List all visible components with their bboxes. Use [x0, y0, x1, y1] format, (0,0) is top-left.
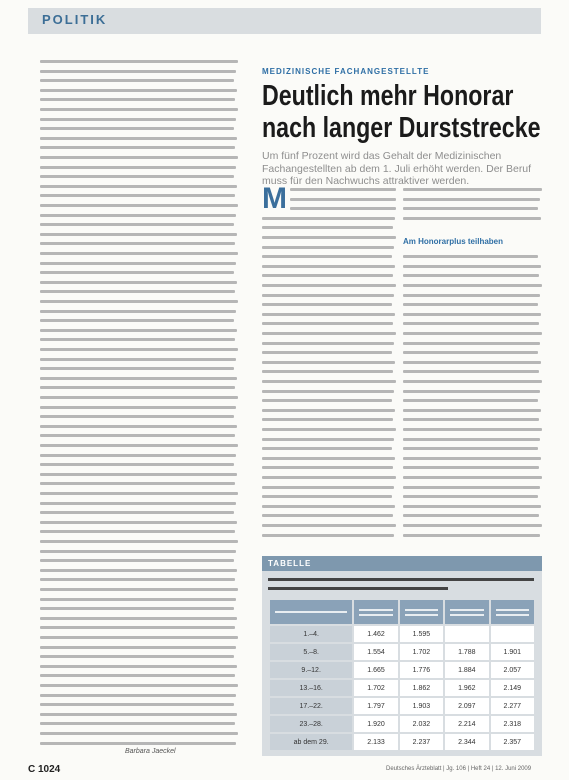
text-line [403, 534, 540, 537]
table-row-label: 1.–4. [270, 626, 352, 642]
text-line [403, 207, 538, 210]
article-dek: Um fünf Prozent wird das Gehalt der Medizinischen Fachangestellten ab dem 1. Juli erhöht werden. Der Beruf muss für den Nachwuchs attraktiver werden. [262, 150, 532, 187]
text-line [40, 511, 234, 514]
text-line [40, 713, 237, 716]
text-line [262, 370, 393, 373]
table-cell: 2.318 [491, 716, 534, 732]
text-line [262, 236, 396, 239]
text-line [40, 156, 238, 159]
text-line [262, 514, 393, 517]
table-cell: 1.920 [354, 716, 397, 732]
text-line [40, 127, 234, 130]
text-line [40, 492, 238, 495]
text-line [403, 274, 539, 277]
text-line [262, 457, 395, 460]
text-line [403, 380, 542, 383]
text-line [403, 294, 540, 297]
text-line [403, 457, 541, 460]
text-line [40, 674, 235, 677]
text-line [40, 271, 234, 274]
text-line [40, 588, 238, 591]
text-line [262, 322, 393, 325]
table-cell: 1.665 [354, 662, 397, 678]
text-line [40, 290, 235, 293]
text-line [262, 284, 396, 287]
drop-cap: M [262, 182, 287, 215]
text-line [403, 351, 538, 354]
table-header-cell [491, 600, 534, 624]
page-number: C 1024 [28, 764, 61, 775]
text-line [40, 434, 235, 437]
article-headline [262, 80, 541, 144]
table-cell: 1.554 [354, 644, 397, 660]
text-line [403, 466, 539, 469]
table-header-row [270, 600, 534, 624]
text-line [40, 194, 235, 197]
text-line [40, 70, 236, 73]
table-cell: 2.097 [445, 698, 488, 714]
text-line [262, 226, 393, 229]
text-line [262, 534, 394, 537]
text-line [40, 223, 234, 226]
table-row [270, 680, 534, 696]
table-cell: 1.901 [491, 644, 534, 660]
text-line [40, 722, 235, 725]
text-line [262, 476, 396, 479]
text-line [403, 495, 538, 498]
table-row [270, 626, 534, 642]
text-line [40, 444, 238, 447]
text-line [262, 466, 393, 469]
text-line [403, 418, 539, 421]
text-line [40, 530, 235, 533]
text-line [40, 185, 237, 188]
text-line [403, 524, 542, 527]
table-row [270, 716, 534, 732]
text-line [262, 409, 395, 412]
text-line [40, 454, 236, 457]
text-line [290, 207, 396, 210]
table-row-label: 23.–28. [270, 716, 352, 732]
text-line [262, 428, 396, 431]
text-line [262, 447, 392, 450]
table-row-label: 9.–12. [270, 662, 352, 678]
text-line [40, 108, 238, 111]
table-row [270, 662, 534, 678]
body-subheading: Am Honorarplus teilhaben [403, 237, 504, 246]
text-line [40, 646, 236, 649]
journal-footer: Deutsches Ärzteblatt | Jg. 106 | Heft 24 | 12. Juni 2009 [386, 766, 532, 772]
text-line [403, 313, 541, 316]
text-line [403, 188, 542, 191]
text-line [262, 332, 396, 335]
text-line [40, 137, 237, 140]
text-line [40, 89, 237, 92]
table-cell: 2.149 [491, 680, 534, 696]
table-cell: 2.133 [354, 734, 397, 750]
text-line [40, 242, 235, 245]
text-line [403, 361, 541, 364]
table-cell: 2.344 [445, 734, 488, 750]
text-line [40, 338, 235, 341]
table-cell [491, 626, 534, 642]
text-line [40, 540, 238, 543]
table-cell: 2.277 [491, 698, 534, 714]
text-line [40, 281, 237, 284]
table-cell: 2.237 [400, 734, 443, 750]
text-line [40, 694, 236, 697]
text-line [262, 294, 394, 297]
table-row-label: 17.–22. [270, 698, 352, 714]
text-line [262, 418, 393, 421]
salary-table [268, 598, 536, 752]
text-line [40, 118, 236, 121]
text-line [40, 607, 234, 610]
text-line [40, 252, 238, 255]
text-line [262, 351, 392, 354]
text-line [40, 175, 234, 178]
text-line [40, 559, 234, 562]
table-cell: 2.032 [400, 716, 443, 732]
text-line [40, 617, 237, 620]
table-row-label: 5.–8. [270, 644, 352, 660]
text-line [40, 569, 237, 572]
author-name: Barbara Jaeckel [125, 748, 176, 755]
table-cell: 1.962 [445, 680, 488, 696]
text-line [40, 348, 238, 351]
text-line [40, 60, 238, 63]
table-cell: 1.702 [400, 644, 443, 660]
text-line [262, 303, 392, 306]
table-header-cell [270, 600, 352, 624]
table-header-cell [400, 600, 443, 624]
text-line [403, 399, 538, 402]
table-row-label: 13.–16. [270, 680, 352, 696]
text-line [40, 233, 237, 236]
text-line [40, 463, 234, 466]
text-line [40, 214, 236, 217]
text-line [40, 329, 237, 332]
text-line [403, 428, 542, 431]
text-line [40, 732, 238, 735]
table-cell: 1.595 [400, 626, 443, 642]
table-cell: 1.776 [400, 662, 443, 678]
table-cell: 1.797 [354, 698, 397, 714]
text-line [40, 204, 238, 207]
text-line [40, 521, 237, 524]
text-line [40, 166, 236, 169]
text-line [40, 377, 237, 380]
text-line [403, 322, 539, 325]
text-line [403, 342, 540, 345]
text-line [403, 284, 542, 287]
table-caption [268, 578, 534, 581]
text-line [40, 396, 238, 399]
text-line [403, 514, 539, 517]
text-line [40, 482, 235, 485]
table-label: TABELLE [268, 559, 312, 568]
text-line [262, 246, 394, 249]
text-line [40, 473, 237, 476]
headline-line-1: Deutlich mehr Honorar [262, 80, 514, 112]
table-cell: 1.788 [445, 644, 488, 660]
text-line [262, 217, 395, 220]
text-line [403, 447, 538, 450]
table-cell [445, 626, 488, 642]
table-row [270, 734, 534, 750]
text-line [40, 742, 236, 745]
text-line [40, 636, 238, 639]
text-line [40, 655, 234, 658]
text-line [403, 476, 542, 479]
text-line [403, 217, 541, 220]
article-kicker: MEDIZINISCHE FACHANGESTELLTE [262, 67, 430, 76]
text-line [403, 255, 538, 258]
table-cell: 2.057 [491, 662, 534, 678]
table-cell: 1.862 [400, 680, 443, 696]
table-row [270, 698, 534, 714]
text-line [40, 626, 235, 629]
text-line [262, 495, 392, 498]
text-line [40, 262, 236, 265]
text-line [262, 380, 396, 383]
text-line [40, 550, 236, 553]
text-line [262, 438, 394, 441]
headline-line-2: nach langer Durststrecke [262, 112, 541, 144]
text-line [40, 300, 238, 303]
text-line [262, 390, 394, 393]
section-label: POLITIK [42, 12, 108, 27]
table-row [270, 644, 534, 660]
text-line [40, 665, 237, 668]
table-cell: 2.357 [491, 734, 534, 750]
table-cell: 1.903 [400, 698, 443, 714]
text-line [40, 146, 235, 149]
text-line [40, 310, 236, 313]
text-line [403, 505, 541, 508]
text-line [262, 255, 392, 258]
text-line [403, 390, 540, 393]
text-line [403, 198, 540, 201]
text-line [40, 367, 234, 370]
text-line [403, 265, 541, 268]
text-line [403, 370, 539, 373]
text-line [40, 684, 238, 687]
text-line [40, 406, 236, 409]
table-cell: 1.884 [445, 662, 488, 678]
text-line [262, 313, 395, 316]
text-line [40, 703, 234, 706]
text-line [403, 332, 542, 335]
text-line [403, 303, 538, 306]
text-line [40, 425, 237, 428]
table-header-cell [445, 600, 488, 624]
text-line [262, 399, 392, 402]
text-line [403, 438, 540, 441]
table-cell: 1.462 [354, 626, 397, 642]
text-line [40, 319, 234, 322]
text-line [290, 188, 396, 191]
text-line [262, 361, 395, 364]
text-line [403, 409, 541, 412]
text-line [40, 578, 235, 581]
text-line [40, 98, 235, 101]
text-line [40, 502, 236, 505]
table-row-label: ab dem 29. [270, 734, 352, 750]
text-line [40, 386, 235, 389]
text-line [262, 505, 395, 508]
text-line [262, 342, 394, 345]
text-line [262, 486, 394, 489]
text-line [262, 524, 396, 527]
text-line [290, 198, 396, 201]
table-header-cell [354, 600, 397, 624]
text-line [40, 79, 234, 82]
text-line [403, 486, 540, 489]
text-line [40, 358, 236, 361]
text-line [262, 274, 393, 277]
table-caption [268, 587, 448, 590]
table-cell: 2.214 [445, 716, 488, 732]
text-line [40, 415, 234, 418]
table-cell: 1.702 [354, 680, 397, 696]
text-line [262, 265, 395, 268]
text-line [40, 598, 236, 601]
